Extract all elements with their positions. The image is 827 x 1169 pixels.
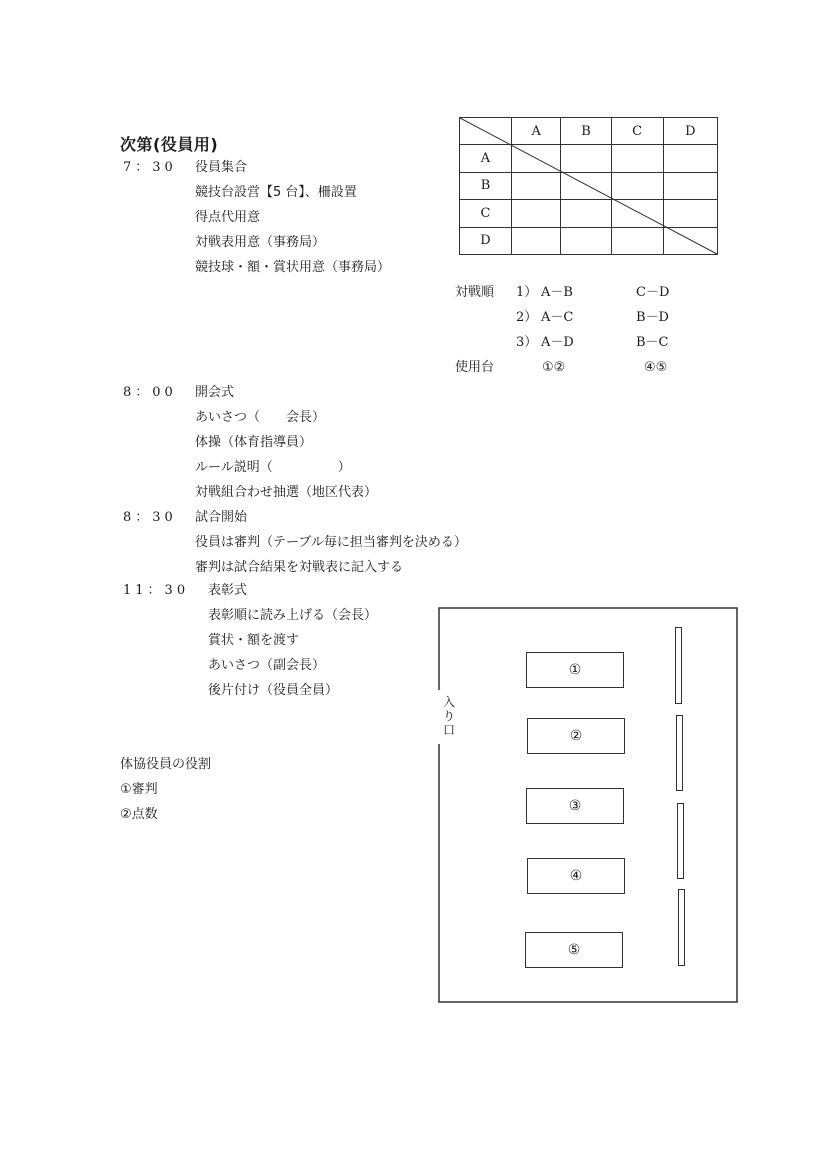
schedule-item: 役員は審判（テーブル毎に担当審判を決める） [195, 535, 467, 550]
partition-fence [676, 715, 683, 791]
schedule-item: 試合開始 [195, 510, 248, 525]
schedule-item: 競技球・額・賞状用意（事務局） [195, 260, 391, 275]
floor-plan [438, 607, 738, 1003]
roles-heading: 体協役員の役割 [120, 757, 212, 772]
game-table-2 [527, 718, 625, 754]
page-title: 次第(役員用) [120, 135, 219, 154]
partition-fence [678, 889, 685, 966]
tables-label: 使用台 [455, 360, 495, 375]
match-order-label: 対戦順 [455, 285, 495, 300]
row-header: B [460, 172, 512, 199]
match-pair: A－B [541, 285, 573, 300]
row-header: C [460, 200, 512, 227]
match-pair: B－C [636, 335, 669, 350]
table-number: ② [569, 728, 583, 744]
schedule-item: 審判は試合結果を対戦表に記入する [195, 560, 404, 575]
schedule-item: 体操（体育指導員） [195, 435, 313, 450]
match-pair: C－D [636, 285, 670, 300]
schedule-item: 対戦表用意（事務局） [195, 235, 326, 250]
schedule-item: 得点代用意 [195, 210, 261, 225]
schedule-item: 表彰式 [208, 583, 248, 598]
game-table-3 [526, 788, 624, 824]
table-number: ④ [569, 868, 583, 884]
schedule-item: 表彰順に読み上げる（会長） [208, 608, 378, 623]
partition-fence [675, 627, 682, 704]
schedule-time: 8：00 [123, 385, 177, 400]
row-header: D [460, 227, 512, 254]
schedule-time: 8：30 [123, 510, 177, 525]
schedule-time: 11：30 [123, 583, 190, 598]
column-header: D [663, 118, 717, 145]
match-table [459, 117, 718, 255]
tables-used: ④⑤ [644, 360, 668, 375]
game-table-5 [525, 932, 623, 968]
table-number: ③ [568, 798, 582, 814]
schedule-item: あいさつ（副会長） [208, 658, 326, 673]
table-number: ⑤ [567, 942, 581, 958]
match-pair: A－C [541, 310, 574, 325]
diagonal-line [459, 117, 718, 255]
role-item: ②点数 [120, 807, 158, 822]
round-number: 1） [516, 285, 538, 300]
schedule-item: あいさつ（ 会長） [195, 410, 326, 425]
schedule-item: 賞状・額を渡す [208, 633, 300, 648]
role-item: ①審判 [120, 782, 158, 797]
schedule-time: 7：30 [123, 160, 177, 175]
row-header: A [460, 145, 512, 172]
partition-fence [677, 803, 684, 879]
entrance-label: 入り口 [442, 695, 455, 737]
schedule-item: 役員集合 [195, 160, 248, 175]
schedule-item: ルール説明（ ） [195, 460, 351, 475]
round-number: 3） [516, 335, 538, 350]
schedule-item: 後片付け（役員全員） [208, 683, 339, 698]
round-number: 2） [516, 310, 538, 325]
match-pair: B－D [636, 310, 669, 325]
tables-used: ①② [542, 360, 566, 375]
schedule-item: 競技台設営【5 台】、柵設置 [195, 185, 357, 200]
column-header: B [561, 118, 611, 145]
schedule-item: 開会式 [195, 385, 235, 400]
match-pair: A－D [541, 335, 574, 350]
table-number: ① [568, 662, 582, 678]
game-table-1 [526, 652, 624, 688]
column-header: C [611, 118, 663, 145]
schedule-item: 対戦組合わせ抽選（地区代表） [195, 485, 378, 500]
column-header: A [512, 118, 561, 145]
game-table-4 [527, 858, 625, 894]
